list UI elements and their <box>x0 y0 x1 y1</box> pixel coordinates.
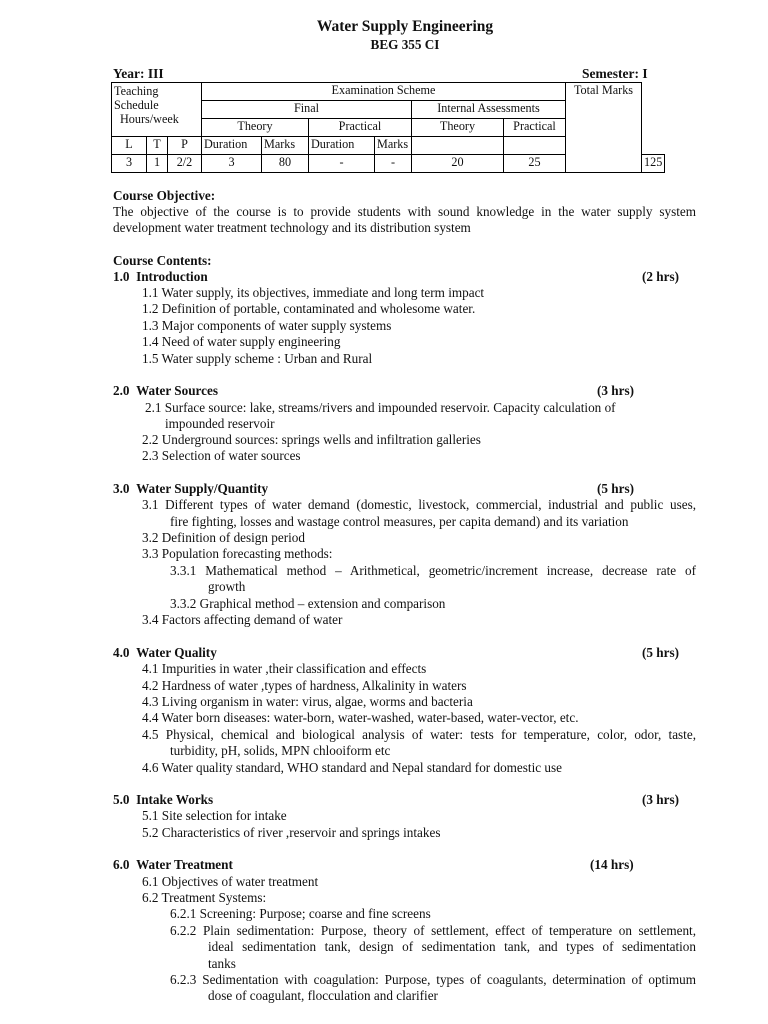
topic-item: 1.2 Definition of portable, contaminated and wholesome water. <box>142 301 476 316</box>
topic-item: 4.1 Impurities in water ,their classification and effects <box>142 661 427 676</box>
topic-item-continued: turbidity, pH, solids, MPN chlooiform etc <box>170 743 391 758</box>
theory-duration-value: 3 <box>202 155 262 173</box>
objective-line: development water treatment technology and its distribution system <box>113 220 471 235</box>
ia-theory-header: Theory <box>412 119 504 137</box>
topic-item: 3.3 Population forecasting methods: <box>142 546 333 561</box>
theory-marks-header: Marks <box>262 137 309 155</box>
practical-header: P <box>168 137 202 155</box>
topic-item: 1.1 Water supply, its objectives, immediate and long term impact <box>142 285 485 300</box>
theory-marks-value: 80 <box>262 155 309 173</box>
topic-item: 1.4 Need of water supply engineering <box>142 334 341 349</box>
objective-heading: Course Objective: <box>113 188 216 203</box>
final-practical-header: Practical <box>309 119 412 137</box>
section-hours: (2 hrs) <box>642 269 679 284</box>
topic-item: 1.3 Major components of water supply systems <box>142 318 392 333</box>
exam-scheme-header: Examination Scheme <box>202 83 566 101</box>
section-title: Water Treatment <box>136 857 233 872</box>
subtopic-item-continued: ideal sedimentation tank, design of sedimentation tank, and types of sedimentation <box>208 939 696 954</box>
year-label: Year: III <box>113 66 164 81</box>
section-number: 5.0 <box>113 792 130 807</box>
section-number: 6.0 <box>113 857 130 872</box>
section-heading <box>113 383 218 399</box>
page-title: Water Supply Engineering <box>316 18 494 35</box>
total-marks-value: 125 <box>642 155 665 173</box>
section-title: Water Quality <box>136 645 217 660</box>
practical-marks-value: - <box>375 155 412 173</box>
section-hours: (3 hrs) <box>642 792 679 807</box>
topic-item: 4.6 Water quality standard, WHO standard and Nepal standard for domestic use <box>142 760 562 775</box>
section-hours: (3 hrs) <box>597 383 634 398</box>
subtopic-item-continued: growth <box>208 579 246 594</box>
hours-week-label: Hours/week <box>120 112 179 126</box>
teaching-schedule-cell <box>112 83 202 137</box>
topic-item: 3.4 Factors affecting demand of water <box>142 612 343 627</box>
semester-label: Semester: I <box>582 66 648 81</box>
lecture-value: 3 <box>112 155 147 173</box>
subtopic-item: 3.3.2 Graphical method – extension and comparison <box>170 596 446 611</box>
tutorial-value: 1 <box>147 155 168 173</box>
practical-marks-header: Marks <box>375 137 412 155</box>
section-heading <box>113 269 208 285</box>
section-heading <box>113 792 213 808</box>
topic-item: 6.2 Treatment Systems: <box>142 890 267 905</box>
topic-item: 2.2 Underground sources: springs wells and infiltration galleries <box>142 432 481 447</box>
topic-item: 4.4 Water born diseases: water-born, water-washed, water-based, water-vector, etc. <box>142 710 579 725</box>
section-hours: (5 hrs) <box>642 645 679 660</box>
topic-item: 2.3 Selection of water sources <box>142 448 301 463</box>
practical-value: 2/2 <box>168 155 202 173</box>
examination-scheme-table <box>111 82 665 173</box>
section-heading <box>113 481 268 497</box>
section-title: Introduction <box>136 269 208 284</box>
contents-heading: Course Contents: <box>113 253 212 268</box>
final-theory-header: Theory <box>202 119 309 137</box>
practical-duration-header: Duration <box>309 137 375 155</box>
section-number: 3.0 <box>113 481 130 496</box>
section-title: Intake Works <box>136 792 214 807</box>
section-hours: (14 hrs) <box>590 857 634 872</box>
section-number: 2.0 <box>113 383 130 398</box>
subtopic-item: 3.3.1 Mathematical method – Arithmetical, geometric/increment increase, decrease rate of <box>170 563 696 578</box>
section-title: Water Supply/Quantity <box>136 481 269 496</box>
section-heading <box>113 645 217 661</box>
ia-theory-value: 20 <box>412 155 504 173</box>
subtopic-item-continued: tanks <box>208 956 236 971</box>
objective-line: The objective of the course is to provide students with sound knowledge in the water supply system <box>113 204 696 219</box>
section-title: Water Sources <box>136 383 219 398</box>
course-code: BEG 355 CI <box>370 37 440 52</box>
topic-item-continued: fire fighting, losses and wastage control measures, per capita demand) and its variation <box>170 514 629 529</box>
ia-practical-blank <box>504 137 566 155</box>
ia-practical-header: Practical <box>504 119 566 137</box>
topic-item: 4.5 Physical, chemical and biological analysis of water: tests for temperature, color, odor, taste, <box>142 727 696 742</box>
topic-item: 5.1 Site selection for intake <box>142 808 287 823</box>
schedule-label: Schedule <box>114 98 159 112</box>
topic-item: 3.2 Definition of design period <box>142 530 305 545</box>
subtopic-item: 6.2.1 Screening: Purpose; coarse and fine screens <box>170 906 431 921</box>
lecture-header: L <box>112 137 147 155</box>
subtopic-item-continued: dose of coagulant, flocculation and clarifier <box>208 988 438 1003</box>
section-hours: (5 hrs) <box>597 481 634 496</box>
topic-item: 4.3 Living organism in water: virus, algae, worms and bacteria <box>142 694 473 709</box>
teaching-label: Teaching <box>114 84 159 98</box>
topic-item: 6.1 Objectives of water treatment <box>142 874 319 889</box>
topic-item: 3.1 Different types of water demand (domestic, livestock, commercial, industrial and public uses, <box>142 497 696 512</box>
subtopic-item: 6.2.2 Plain sedimentation: Purpose, theory of settlement, effect of temperature on settlement, <box>170 923 696 938</box>
ia-practical-value: 25 <box>504 155 566 173</box>
practical-duration-value: - <box>309 155 375 173</box>
topic-item: 1.5 Water supply scheme : Urban and Rural <box>142 351 373 366</box>
topic-item: 2.1 Surface source: lake, streams/rivers and impounded reservoir. Capacity calculation of <box>145 400 616 415</box>
section-heading <box>113 857 233 873</box>
total-marks-header <box>566 83 642 173</box>
final-header: Final <box>202 101 412 119</box>
theory-duration-header: Duration <box>202 137 262 155</box>
tutorial-header: T <box>147 137 168 155</box>
internal-assessment-header: Internal Assessments <box>412 101 566 119</box>
topic-item: 4.2 Hardness of water ,types of hardness, Alkalinity in waters <box>142 678 467 693</box>
subtopic-item: 6.2.3 Sedimentation with coagulation: Purpose, types of coagulants, determination of optimum <box>170 972 696 987</box>
topic-item-continued: impounded reservoir <box>165 416 275 431</box>
total-marks-label: Total Marks <box>573 83 634 97</box>
ia-theory-blank <box>412 137 504 155</box>
section-number: 1.0 <box>113 269 130 284</box>
topic-item: 5.2 Characteristics of river ,reservoir and springs intakes <box>142 825 441 840</box>
section-number: 4.0 <box>113 645 130 660</box>
